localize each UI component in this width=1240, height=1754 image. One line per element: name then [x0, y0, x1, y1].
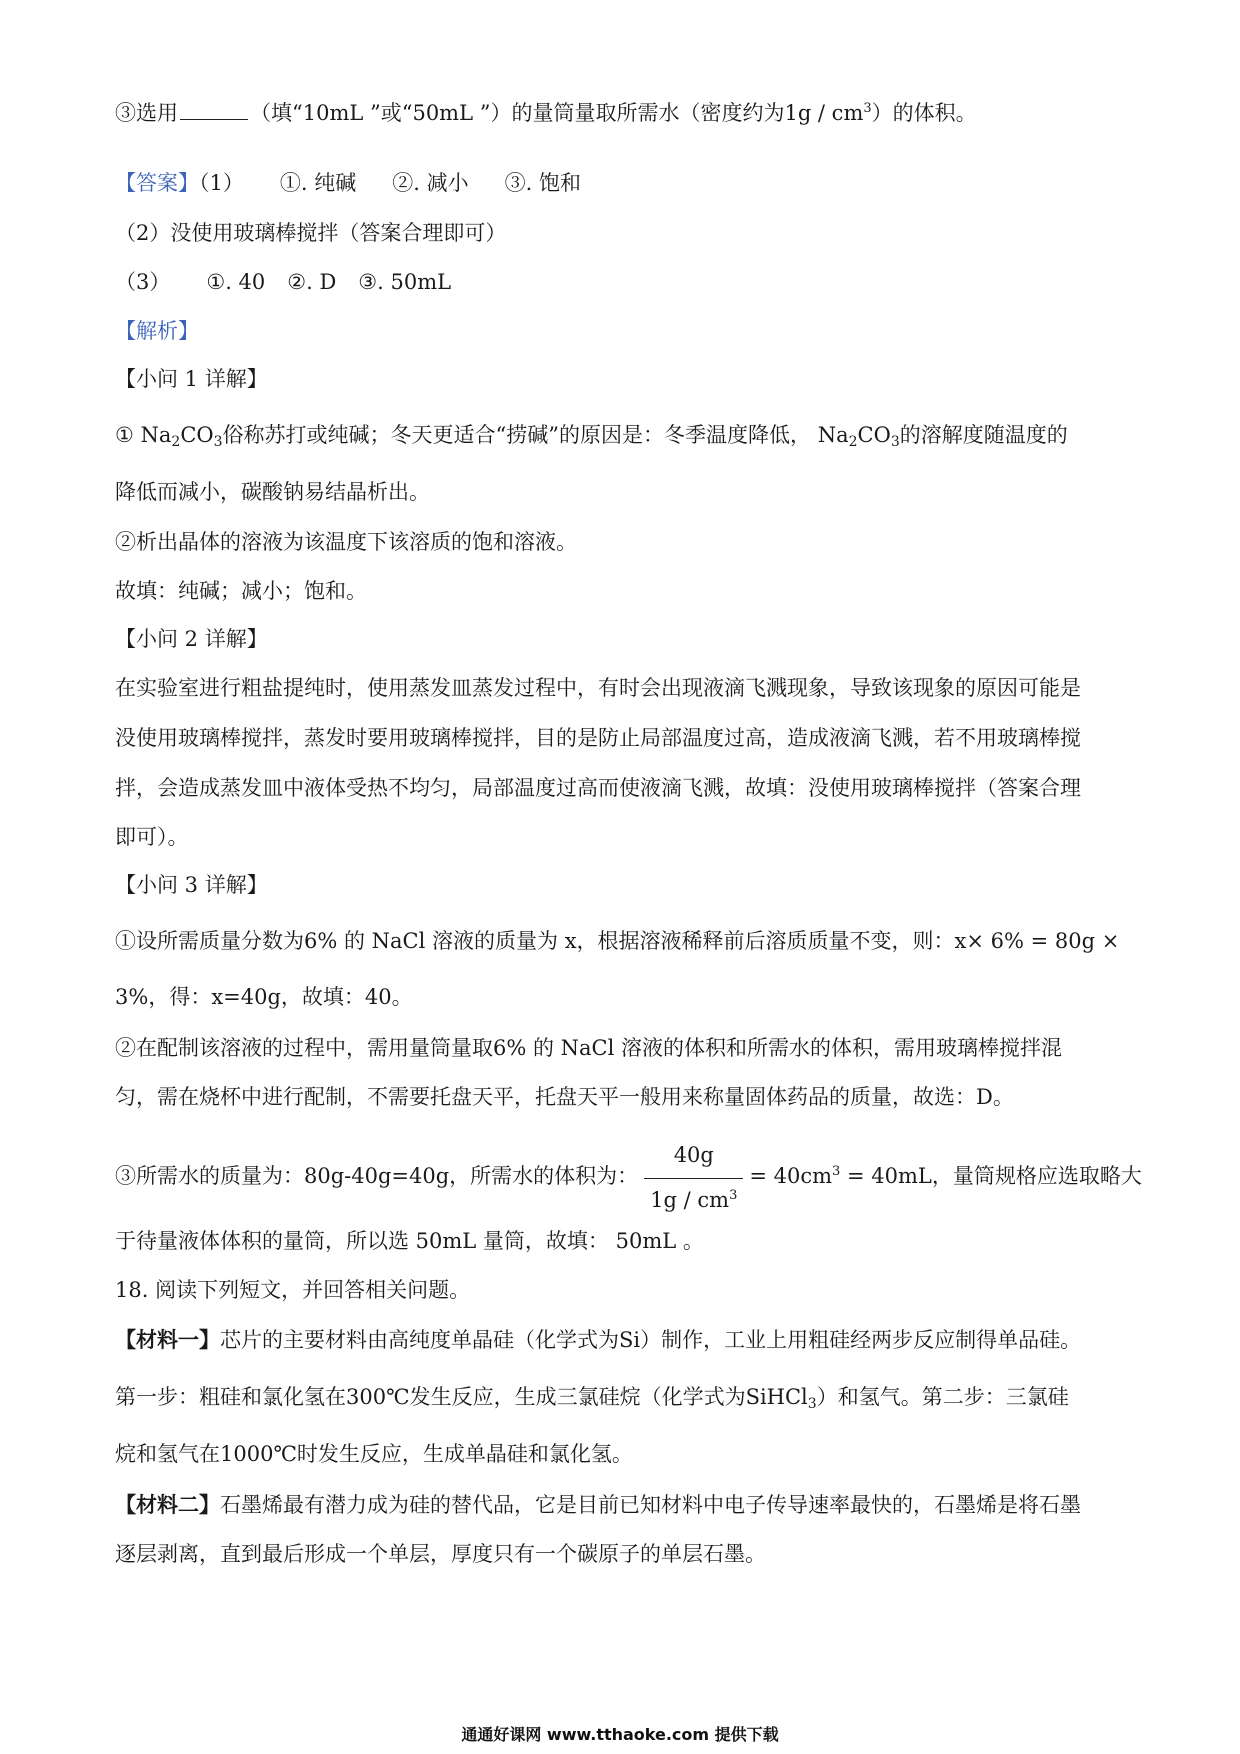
page-footer: 通通好课网 www.tthaoke.com 提供下载 — [461, 1725, 779, 1744]
sub2-line-3: 拌，会造成蒸发皿中液体受热不均匀，局部温度过高而使液滴飞溅，故填：没使用玻璃棒搅拌（答案合理 — [115, 776, 1081, 800]
answer-blank — [180, 99, 248, 120]
material-1-line-1: 【材料一】芯片的主要材料由高纯度单晶硅（化学式为Si）制作，工业上用粗硅经两步反应制得单品硅。 — [115, 1327, 1082, 1352]
sub1-line-3: ②析出晶体的溶液为该温度下该溶质的饱和溶液。 — [115, 530, 577, 554]
analysis-tag: 【解析】 — [115, 319, 199, 343]
question-18-title: 18. 阅读下列短文，并回答相关问题。 — [115, 1278, 471, 1302]
volume-fraction: $\frac{40g}{1g / cm^3}$ — [644, 1136, 743, 1219]
sub3-line-4: 匀，需在烧杯中进行配制，不需要托盘天平，托盘天平一般用来称量固体药品的质量，故选：D。 — [115, 1085, 1014, 1109]
answer-part-2: （2）没使用玻璃棒搅拌（答案合理即可） — [115, 221, 507, 245]
question-3-item-3: ③选用 （填“10mL ”或“50mL ”）的量筒量取所需水（密度约为$1g / cm^3$）的体积。 — [115, 101, 977, 125]
material-1-line-2: 第一步：粗硅和氯化氢在300℃发生反应，生成三氯硅烷（化学式为SiHCl$_3$）和氢气。第二步：三氯硅 — [115, 1385, 1069, 1412]
material-2-line-1: 【材料二】石墨烯最有潜力成为硅的替代品，它是目前已知材料中电子传导速率最快的，石墨烯是将石墨 — [115, 1492, 1081, 1517]
sub2-line-1: 在实验室进行粗盐提纯时，使用蒸发皿蒸发过程中，有时会出现液滴飞溅现象，导致该现象的原因可能是 — [115, 676, 1081, 700]
sub3-line-2: 3%，得：x=40g，故填：40。 — [115, 985, 413, 1009]
sub3-line-1: ①设所需质量分数为6% 的 NaCl 溶液的质量为 x，根据溶液稀释前后溶质质量不变，则：x× 6% = 80g × — [115, 929, 1120, 953]
material-1-tag: 【材料一】 — [115, 1327, 220, 1352]
sub1-line-1: ① $Na_2CO_3$俗称苏打或纯碱；冬天更适合“捞碱”的原因是：冬季温度降低， $Na_2CO_3$的溶解度随温度的 — [115, 423, 1068, 450]
material-2-tag: 【材料二】 — [115, 1492, 220, 1517]
material-1-line-3: 烷和氢气在1000℃时发生反应，生成单晶硅和氯化氢。 — [115, 1442, 633, 1466]
sub-question-1-heading: 【小问 1 详解】 — [115, 367, 268, 391]
sub1-line-4: 故填：纯碱；减小；饱和。 — [115, 579, 367, 603]
sub1-line-2: 降低而减小，碳酸钠易结晶析出。 — [115, 480, 430, 504]
sub2-line-4: 即可）。 — [115, 825, 189, 849]
answer-part-3: （3） ①. 40 ②. D ③. 50mL — [115, 270, 452, 294]
sub-question-3-heading: 【小问 3 详解】 — [115, 873, 268, 897]
sub3-line-3: ②在配制该溶液的过程中，需用量筒量取6% 的 NaCl 溶液的体积和所需水的体积，需用玻璃棒搅拌混 — [115, 1036, 1063, 1060]
answer-part-1: 【答案】（1） ①. 纯碱 ②. 减小 ③. 饱和 — [115, 171, 581, 195]
sub2-line-2: 没使用玻璃棒搅拌，蒸发时要用玻璃棒搅拌，目的是防止局部温度过高，造成液滴飞溅，若不用玻璃棒搅 — [115, 726, 1081, 750]
sub3-line-6: 于待量液体体积的量筒，所以选 50mL 量筒，故填： 50mL 。 — [115, 1229, 704, 1253]
sub-question-2-heading: 【小问 2 详解】 — [115, 627, 268, 651]
answer-tag: 【答案】 — [115, 171, 199, 195]
material-2-line-2: 逐层剥离，直到最后形成一个单层，厚度只有一个碳原子的单层石墨。 — [115, 1542, 766, 1566]
sub3-line-5: ③所需水的质量为：80g-40g=40g，所需水的体积为： $\frac{40g}{1g / cm^3}$ = $40cm^3 = 40mL$，量筒规格应选取略大 — [115, 1136, 1135, 1219]
